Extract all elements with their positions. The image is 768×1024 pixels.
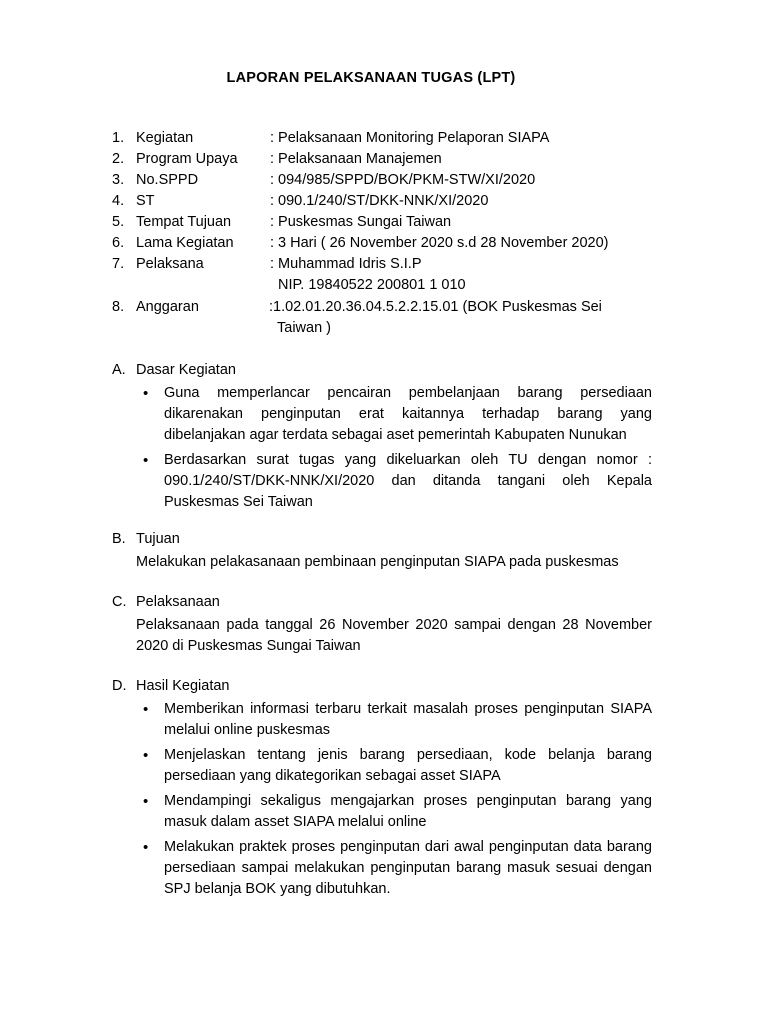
info-label: Anggaran: [136, 299, 199, 315]
section-letter: B.: [112, 531, 126, 547]
list-item: • Memberikan informasi terbaru terkait masalah proses penginputan SIAPA melalui online puskesmas: [112, 699, 652, 741]
list-item: • Mendampingi sekaligus mengajarkan proses penginputan barang yang masuk dalam asset SIAPA melalui online: [112, 791, 652, 833]
info-value: : 094/985/SPPD/BOK/PKM-STW/XI/2020: [270, 172, 536, 188]
info-value: : 090.1/240/ST/DKK-NNK/XI/2020: [270, 193, 489, 209]
section-heading: [112, 360, 652, 381]
info-value: :1.02.01.20.36.04.5.2.2.15.01 (BOK Puskesmas Sei: [269, 299, 602, 315]
info-row-st: [112, 191, 652, 212]
info-row-lama-kegiatan: [112, 233, 652, 254]
info-list: [112, 128, 652, 339]
section-heading: [112, 676, 652, 697]
section-letter: A.: [112, 362, 126, 378]
info-row-tempat-tujuan: [112, 212, 652, 233]
document-title: LAPORAN PELAKSANAAN TUGAS (LPT): [226, 70, 516, 86]
info-row-anggaran-cont: [112, 318, 652, 339]
section-title: Pelaksanaan: [136, 594, 220, 610]
section-text: Melakukan pelakasanaan pembinaan penginputan SIAPA pada puskesmas: [136, 554, 619, 570]
info-row-nip: [112, 275, 652, 296]
info-label: Lama Kegiatan: [136, 235, 234, 251]
list-item: • Berdasarkan surat tugas yang dikeluarkan oleh TU dengan nomor : 090.1/240/ST/DKK-NNK/XI/2020 dan ditanda tangani oleh Kepala Puskesmas Sei Taiwan: [112, 450, 652, 513]
section-tujuan: [112, 529, 652, 573]
info-number: 1.: [112, 130, 125, 146]
section-hasil-kegiatan: [112, 676, 652, 904]
section-heading: [112, 592, 652, 613]
info-number: 5.: [112, 214, 125, 230]
info-row-program-upaya: [112, 149, 652, 170]
list-item: • Guna memperlancar pencairan pembelanjaan barang persediaan dikarenakan penginputan erat kaitannya terhadap barang yang dibelanjakan agar terdata sebagai aset pemerintah Kabupaten Nunukan: [112, 383, 652, 446]
info-label: ST: [136, 193, 155, 209]
bullet-list: [112, 383, 652, 513]
info-value: : Pelaksanaan Manajemen: [270, 151, 442, 167]
section-text: Pelaksanaan pada tanggal 26 November 2020 sampai dengan 28 November 2020 di Puskesmas Sungai Taiwan: [136, 617, 652, 654]
info-row-kegiatan: [112, 128, 652, 149]
section-letter: C.: [112, 594, 127, 610]
section-dasar-kegiatan: [112, 360, 652, 517]
section-pelaksanaan: [112, 592, 652, 657]
info-continuation-nip: NIP. 19840522 200801 1 010: [278, 277, 466, 293]
bullet-list: [112, 699, 652, 900]
info-row-pelaksana: [112, 254, 652, 275]
info-value: : Pelaksanaan Monitoring Pelaporan SIAPA: [270, 130, 550, 146]
info-label: No.SPPD: [136, 172, 199, 188]
info-number: 6.: [112, 235, 125, 251]
info-number: 8.: [112, 299, 125, 315]
info-label: Kegiatan: [136, 130, 194, 146]
info-label: Program Upaya: [136, 151, 238, 167]
section-title: Dasar Kegiatan: [136, 362, 236, 378]
info-value: : Muhammad Idris S.I.P: [270, 256, 422, 272]
info-number: 2.: [112, 151, 125, 167]
section-heading: [112, 529, 652, 550]
info-value: : 3 Hari ( 26 November 2020 s.d 28 November 2020): [270, 235, 609, 251]
info-label: Tempat Tujuan: [136, 214, 232, 230]
info-number: 4.: [112, 193, 125, 209]
info-value: : Puskesmas Sungai Taiwan: [270, 214, 452, 230]
section-letter: D.: [112, 678, 127, 694]
info-number: 3.: [112, 172, 125, 188]
section-title: Tujuan: [136, 531, 180, 547]
section-title: Hasil Kegiatan: [136, 678, 230, 694]
info-label: Pelaksana: [136, 256, 204, 272]
list-item: • Menjelaskan tentang jenis barang persediaan, kode belanja barang persediaan yang dikategorikan sebagai asset SIAPA: [112, 745, 652, 787]
list-item: • Melakukan praktek proses penginputan dari awal penginputan data barang persediaan sampai melakukan penginputan barang masuk sesuai dengan SPJ belanja BOK yang dibutuhkan.: [112, 837, 652, 900]
info-row-no-sppd: [112, 170, 652, 191]
info-continuation-anggaran: Taiwan ): [277, 320, 331, 336]
info-row-anggaran: [112, 297, 652, 318]
info-number: 7.: [112, 256, 125, 272]
